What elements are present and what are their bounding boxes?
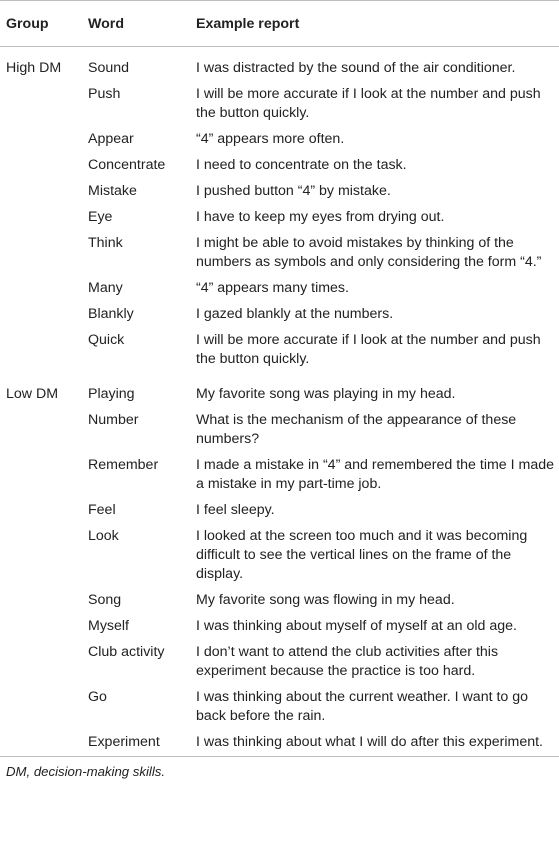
example-report-cell: “4” appears many times. [196, 280, 349, 296]
example-report-cell: My favorite song was playing in my head. [196, 386, 456, 402]
group-cell [0, 408, 84, 453]
table-row [0, 453, 559, 498]
group-cell [0, 640, 84, 685]
table-row [0, 205, 559, 231]
group-cell [0, 302, 84, 328]
group-cell [0, 730, 84, 757]
table-row [0, 179, 559, 205]
table-row [0, 127, 559, 153]
word-cell: Sound [88, 60, 130, 76]
word-cell: Eye [88, 209, 113, 225]
group-cell [0, 453, 84, 498]
example-report-cell: I was thinking about the current weather. I want to go back before the rain. [196, 689, 529, 724]
group-cell [0, 179, 84, 205]
word-cell: Remember [88, 457, 159, 473]
table-row [0, 47, 559, 83]
header-row [0, 1, 559, 47]
word-cell: Song [88, 592, 122, 608]
group-cell [0, 498, 84, 524]
word-cell: Club activity [88, 644, 165, 660]
word-cell: Mistake [88, 183, 137, 199]
table-header [0, 1, 559, 47]
example-report-cell: What is the mechanism of the appearance of these numbers? [196, 412, 517, 447]
header-group: Group [0, 1, 84, 47]
word-cell: Concentrate [88, 157, 166, 173]
table-row [0, 231, 559, 276]
group-cell: High DM [6, 60, 62, 76]
table-row [0, 498, 559, 524]
word-cell: Quick [88, 332, 125, 348]
example-report-cell: I need to concentrate on the task. [196, 157, 407, 173]
group-cell [0, 82, 84, 127]
table-row [0, 373, 559, 408]
table-footnote: DM, decision-making skills. [6, 764, 166, 779]
group-cell [0, 524, 84, 588]
group-cell [0, 588, 84, 614]
example-report-cell: I gazed blankly at the numbers. [196, 306, 394, 322]
example-report-cell: I will be more accurate if I look at the number and push the button quickly. [196, 332, 541, 367]
header-example-report: Example report [192, 1, 559, 47]
table-row [0, 524, 559, 588]
word-cell: Playing [88, 386, 135, 402]
table-row [0, 302, 559, 328]
table-row [0, 328, 559, 373]
table-row [0, 730, 559, 757]
example-report-cell: I looked at the screen too much and it was becoming difficult to see the vertical lines on the frame of the display. [196, 528, 528, 582]
word-cell: Go [88, 689, 107, 705]
word-cell: Push [88, 86, 121, 102]
table-row [0, 408, 559, 453]
word-cell: Number [88, 412, 139, 428]
group-cell [0, 153, 84, 179]
table-row [0, 82, 559, 127]
table-body [0, 47, 559, 757]
example-report-cell: I was distracted by the sound of the air conditioner. [196, 60, 516, 76]
group-cell [0, 127, 84, 153]
example-report-cell: I don’t want to attend the club activities after this experiment because the practice is too hard. [196, 644, 499, 679]
word-cell: Think [88, 235, 123, 251]
example-report-cell: I have to keep my eyes from drying out. [196, 209, 445, 225]
group-cell [0, 685, 84, 730]
word-cell: Appear [88, 131, 134, 147]
word-cell: Look [88, 528, 119, 544]
word-cell: Experiment [84, 730, 192, 757]
example-report-cell: I feel sleepy. [196, 502, 275, 518]
group-cell [0, 276, 84, 302]
example-report-cell: I might be able to avoid mistakes by thinking of the numbers as symbols and only considering the form “4.” [196, 235, 542, 270]
word-cell: Many [88, 280, 123, 296]
table-row [0, 685, 559, 730]
table-row [0, 153, 559, 179]
group-cell [0, 614, 84, 640]
example-report-cell: My favorite song was flowing in my head. [196, 592, 455, 608]
header-word: Word [84, 1, 192, 47]
table-row [0, 276, 559, 302]
example-report-cell: I was thinking about myself of myself at an old age. [196, 618, 517, 634]
example-report-cell: “4” appears more often. [196, 131, 345, 147]
table-row [0, 588, 559, 614]
example-report-cell: I pushed button “4” by mistake. [196, 183, 391, 199]
group-cell [0, 231, 84, 276]
example-report-cell: I made a mistake in “4” and remembered the time I made a mistake in my part-time job. [196, 457, 554, 492]
group-cell: Low DM [6, 386, 59, 402]
example-report-cell: I was thinking about what I will do after this experiment. [192, 730, 559, 757]
group-cell [0, 328, 84, 373]
word-cell: Feel [88, 502, 116, 518]
table-row [0, 614, 559, 640]
table-row [0, 640, 559, 685]
group-cell [0, 205, 84, 231]
example-report-cell: I will be more accurate if I look at the number and push the button quickly. [196, 86, 541, 121]
word-cell: Myself [88, 618, 129, 634]
word-cell: Blankly [88, 306, 134, 322]
